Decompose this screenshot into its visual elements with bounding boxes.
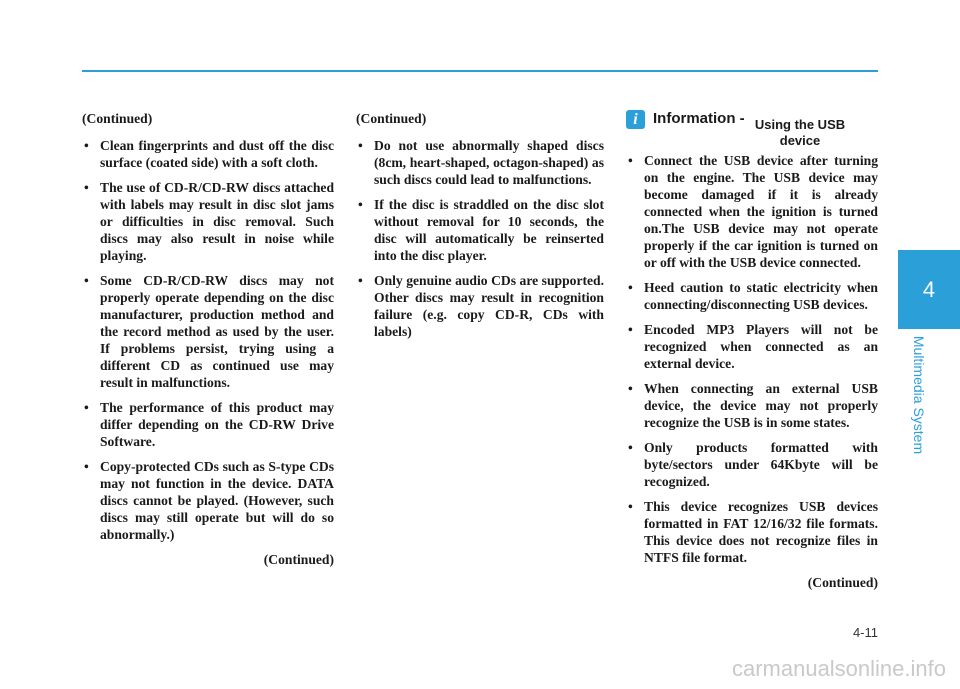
- info-icon: i: [626, 110, 645, 129]
- list-item: • When connecting an external USB device, the device may not properly recognize the USB is in some states.: [626, 380, 878, 431]
- information-label: Information -: [653, 110, 745, 127]
- list-item: • The performance of this product may differ depending on the CD-RW Drive Software.: [82, 399, 334, 450]
- list-item: • The use of CD-R/CD-RW discs attached with labels may result in disc slot jams or difficulties in disc removal. Such discs may also result in noise while playing.: [82, 179, 334, 264]
- list-item: • Clean fingerprints and dust off the disc surface (coated side) with a soft cloth.: [82, 137, 334, 171]
- bullet-list: [82, 137, 334, 543]
- bullet-list: [356, 137, 604, 340]
- bullet-list: [626, 152, 878, 566]
- continued-heading: (Continued): [356, 111, 427, 126]
- watermark: carmanualsonline.info: [731, 656, 946, 681]
- list-item: • Encoded MP3 Players will not be recognized when connected as an external device.: [626, 321, 878, 372]
- list-item: • Connect the USB device after turning on the engine. The USB device may become damaged if it is already connected when the ignition is turned on.The USB device may not operate properly if the car ignition is turned on or off with the USB device connected.: [626, 152, 878, 271]
- continued-footer: (Continued): [263, 552, 334, 567]
- information-header: [626, 110, 878, 146]
- page-number: 4-11: [852, 625, 878, 640]
- continued-footer: (Continued): [807, 575, 878, 590]
- list-item: • If the disc is straddled on the disc slot without removal for 10 seconds, the disc will automatically be reinserted into the disc player.: [356, 196, 604, 264]
- continued-heading: (Continued): [82, 111, 153, 126]
- chapter-number: 4: [922, 276, 936, 302]
- list-item: • Only products formatted with byte/sectors under 64Kbyte will be recognized.: [626, 439, 878, 490]
- chapter-label: Multimedia System: [911, 335, 928, 455]
- list-item: • This device recognizes USB devices formatted in FAT 12/16/32 file formats. This device does not recognize files in NTFS file format.: [626, 498, 878, 566]
- information-title: Using the USB device: [754, 117, 846, 148]
- list-item: • Copy-protected CDs such as S-type CDs may not function in the device. DATA discs cannot be played. (However, such discs may still operate but will do so abnormally.): [82, 458, 334, 543]
- column-1: [82, 110, 334, 568]
- column-3: [626, 110, 878, 591]
- list-item: • Heed caution to static electricity when connecting/disconnecting USB devices.: [626, 279, 878, 313]
- column-2: [356, 110, 604, 348]
- chapter-tab: [898, 250, 960, 329]
- list-item: • Some CD-R/CD-RW discs may not properly operate depending on the disc manufacturer, production method and the record method as used by the user. If problems persist, trying using a different CD as continued use may result in malfunctions.: [82, 272, 334, 391]
- list-item: • Do not use abnormally shaped discs (8cm, heart-shaped, octagon-shaped) as such discs could lead to malfunctions.: [356, 137, 604, 188]
- list-item: • Only genuine audio CDs are supported. Other discs may result in recognition failure (e.g. copy CD-R, CDs with labels): [356, 272, 604, 340]
- header-rule: [82, 70, 878, 72]
- chapter-label-container: [904, 320, 934, 470]
